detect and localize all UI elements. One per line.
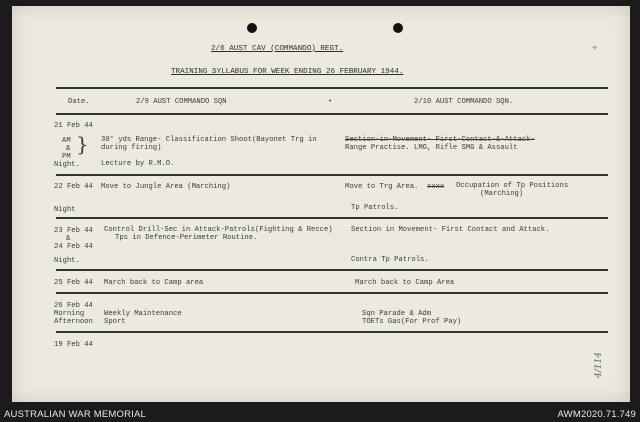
- footer-source: AUSTRALIAN WAR MEMORIAL: [4, 409, 147, 420]
- entry2-col2-night: Tp Patrols.: [351, 204, 399, 212]
- footer-accession: AWM2020.71.749: [557, 409, 636, 420]
- entry3-col1-line2: Tps in Defence-Perimeter Routine.: [115, 234, 258, 242]
- entry3-night: Night.: [54, 257, 80, 265]
- corner-mark: ✧: [592, 43, 598, 53]
- entry5-morning: Morning: [54, 310, 85, 318]
- entry5-col2-line2: TOETs Gas(For Prof Pay): [362, 318, 462, 326]
- entry4-rule: [56, 292, 608, 294]
- entry6-date: 19 Feb 44: [54, 341, 93, 349]
- entry1-am: AM: [62, 137, 71, 145]
- entry3-rule: [56, 269, 608, 271]
- entry3-col2-night: Contra Tp Patrols.: [351, 256, 429, 264]
- entry5-date: 26 Feb 44: [54, 302, 93, 310]
- entry3-col2-line1: Section in Movement- First Contact and Attack.: [351, 226, 550, 234]
- entry2-col2-a: Move to Trg Area.: [345, 183, 419, 191]
- entry3-col1-line1: Control Drill-Sec in Attack-Patrols(Fighting & Recce): [104, 226, 333, 234]
- entry1-night: Night.: [54, 161, 80, 169]
- entry3-date2: 24 Feb 44: [54, 243, 93, 251]
- entry1-col2-line2: Range Practise. LMG, Rifle SMG & Assault: [345, 144, 518, 152]
- entry1-pm: PM: [62, 153, 71, 161]
- header-dot: •: [328, 98, 333, 106]
- punch-hole-left: [247, 23, 257, 33]
- entry1-rule: [56, 174, 608, 176]
- punch-hole-right: [393, 23, 403, 33]
- entry5-rule: [56, 331, 608, 333]
- entry1-col1-line2: during firing): [101, 144, 162, 152]
- header-rule-bottom: [56, 113, 608, 115]
- entry2-col2-line2: (Marching): [480, 190, 524, 198]
- entry2-col1: Move to Jungle Area (Marching): [101, 183, 231, 191]
- header-col1: 2/9 AUST COMMANDO SQN: [136, 98, 227, 106]
- entry2-col2-struck: xxxx: [427, 183, 445, 191]
- header-rule-top: [56, 87, 608, 89]
- entry1-col2-line1: Section-in-Movement- First-Contact-&-Attack-: [345, 136, 535, 144]
- entry3-date1: 23 Feb 44: [54, 227, 93, 235]
- entry1-date: 21 Feb 44: [54, 122, 93, 130]
- entry1-amp: &: [66, 145, 71, 153]
- entry4-col1: March back to Camp area: [104, 279, 204, 287]
- entry3-amp: &: [66, 235, 71, 243]
- header-col2: 2/10 AUST COMMANDO SQN.: [414, 98, 514, 106]
- entry1-col1-night: Lecture by R.M.O.: [101, 160, 175, 168]
- syllabus-title: TRAINING SYLLABUS FOR WEEK ENDING 26 FEBRUARY 1944.: [171, 68, 404, 76]
- entry5-col1-line2: Sport: [104, 318, 126, 326]
- entry2-rule: [56, 217, 608, 219]
- entry4-date: 25 Feb 44: [54, 279, 93, 287]
- document-page: [12, 6, 630, 402]
- header-date: Date.: [68, 98, 90, 106]
- entry5-col2-line1: Sqn Parade & Adm: [362, 310, 432, 318]
- entry1-col1-line1: 30° yds Range- Classification Shoot(Bayonet Trg in: [101, 136, 317, 144]
- entry2-date: 22 Feb 44: [54, 183, 93, 191]
- handwritten-note: 4/114: [594, 352, 604, 378]
- entry5-afternoon: Afternoon: [54, 318, 93, 326]
- entry4-col2: March back to Camp Area: [355, 279, 455, 287]
- entry2-col2-c: Occupation of Tp Positions: [456, 182, 569, 190]
- entry1-brace: }: [76, 132, 89, 156]
- entry5-col1-line1: Weekly Maintenance: [104, 310, 182, 318]
- entry2-night: Night: [54, 206, 76, 214]
- unit-heading: 2/6 AUST CAV (COMMANDO) REGT.: [211, 45, 344, 53]
